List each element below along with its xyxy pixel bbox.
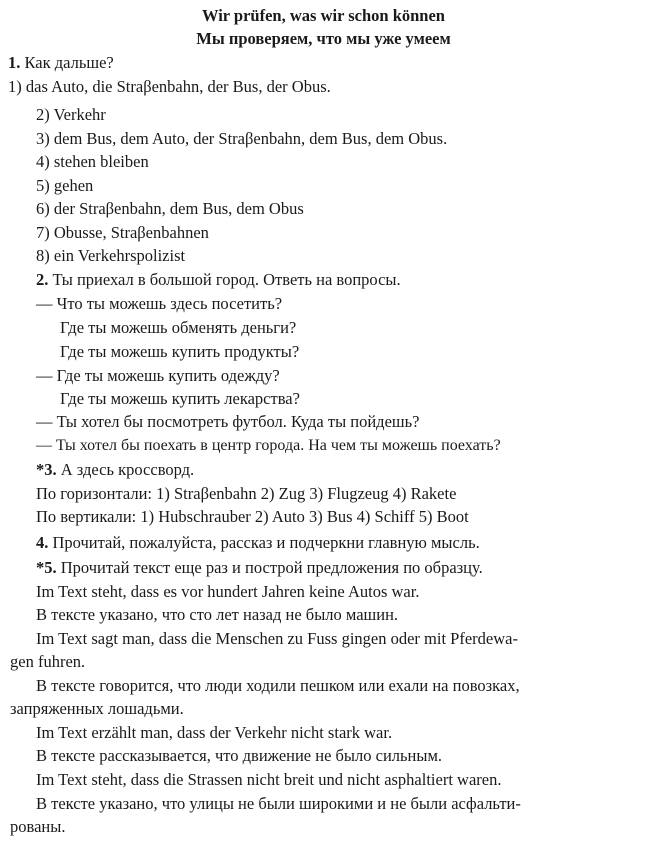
task5-line-8: В тексте рассказывается, что движение не было сильным. [36,746,443,765]
task2-question-6: — Ты хотел бы посмотреть футбол. Куда ты пойдешь? [36,412,420,431]
task3-heading-line [36,460,194,480]
task3-heading: А здесь кроссворд. [60,460,195,479]
task2-question-3: Где ты можешь купить продукты? [60,342,300,361]
task2-question-4: — Где ты можешь купить одежду? [36,366,280,385]
task1-heading-line [8,53,114,73]
task3-vertical: По вертикали: 1) Hubschrauber 2) Auto 3) Bus 4) Schiff 5) Boot [36,507,469,526]
task5-line-5: В тексте говорится, что люди ходили пешком или ехали на повозках, [36,676,520,695]
task1-answer-1: 1) das Auto, die Straβenbahn, der Bus, der Obus. [8,77,331,96]
title-russian: Мы проверяем, что мы уже умеем [196,29,451,48]
task1-answer-3: 3) dem Bus, dem Auto, der Straβenbahn, dem Bus, dem Obus. [36,129,448,148]
task2-heading: Ты приехал в большой город. Ответь на вопросы. [52,270,401,289]
task1-number: 1. [8,53,21,72]
task5-line-9: Im Text steht, dass die Strassen nicht breit und nicht asphaltiert waren. [36,770,502,789]
task2-question-2: Где ты можешь обменять деньги? [60,318,297,337]
task5-heading: Прочитай текст еще раз и построй предложения по образцу. [60,558,483,577]
task3-horizontal: По горизонтали: 1) Straβenbahn 2) Zug 3) Flugzeug 4) Rakete [36,484,457,503]
task5-line-3: Im Text sagt man, dass die Menschen zu Fuss gingen oder mit Pferdewa- [36,629,518,648]
task5-line-4: gen fuhren. [10,652,86,671]
task1-answer-5: 5) gehen [36,176,94,195]
task2-question-7: — Ты хотел бы поехать в центр города. На чем ты можешь поехать? [36,437,501,454]
task5-line-2: В тексте указано, что сто лет назад не было машин. [36,605,399,624]
task5-number: *5. [36,558,57,577]
task4-heading-line [36,533,480,553]
task5-line-10: В тексте указано, что улицы не были широкими и не были асфальти- [36,794,521,813]
task4-heading: Прочитай, пожалуйста, рассказ и подчеркни главную мысль. [52,533,480,552]
task5-line-11: рованы. [10,817,66,836]
task2-number: 2. [36,270,49,289]
task5-line-1: Im Text steht, dass es vor hundert Jahren keine Autos war. [36,582,420,601]
task3-number: *3. [36,460,57,479]
task5-line-7: Im Text erzählt man, dass der Verkehr nicht stark war. [36,723,393,742]
task1-answer-4: 4) stehen bleiben [36,152,149,171]
task4-number: 4. [36,533,49,552]
task1-answer-2: 2) Verkehr [36,105,106,124]
task1-heading: Как дальше? [24,53,114,72]
task2-heading-line [36,270,401,290]
task2-question-1: — Что ты можешь здесь посетить? [36,294,283,313]
task5-heading-line [36,558,483,578]
task5-line-6: запряженных лошадьми. [10,699,184,718]
title-german: Wir prüfen, was wir schon können [202,6,445,25]
task1-answer-6: 6) der Straβenbahn, dem Bus, dem Obus [36,199,304,218]
task1-answer-8: 8) ein Verkehrspolizist [36,246,186,265]
task1-answer-7: 7) Obusse, Straβenbahnen [36,223,209,242]
task2-question-5: Где ты можешь купить лекарства? [60,389,300,408]
